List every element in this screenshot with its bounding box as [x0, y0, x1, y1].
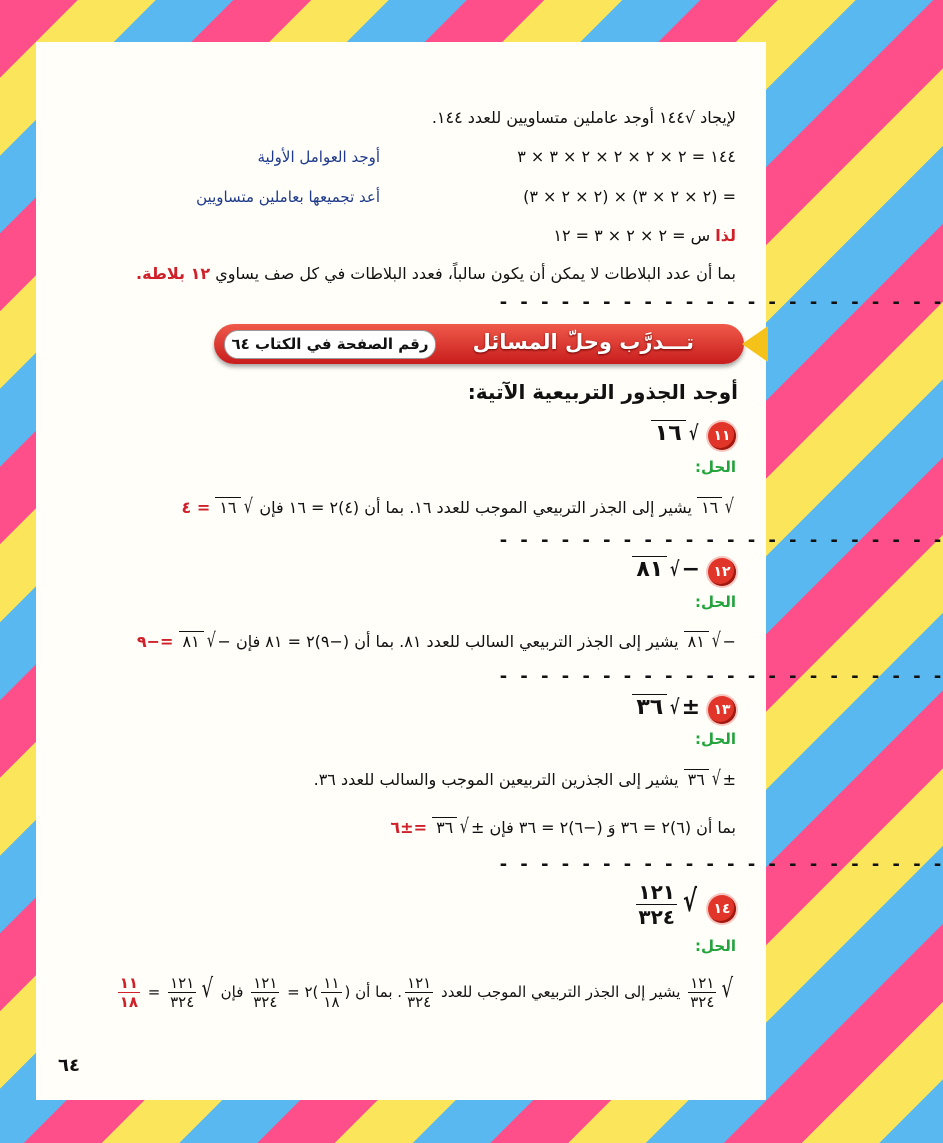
page-number: ٦٤ [58, 1055, 80, 1076]
problem-13-answer: =±٦ [390, 818, 427, 837]
radical-icon: √ [670, 557, 680, 581]
note-regroup: أعد تجميعها بعاملين متساويين [196, 188, 380, 206]
problem-14-badge: ١٤ [708, 895, 736, 923]
problem-12-solution [137, 628, 736, 652]
banner-title: تـــدرَّب وحلّ المسائل [472, 330, 694, 354]
problem-13-explanation-2: بما أن (٦)٢ = ٣٦ وَ (−٦)٢ = ٣٦ فإن [489, 818, 736, 837]
p14-frac2-den: ٣٢٤ [407, 993, 432, 1011]
problem-12-expression [632, 556, 700, 582]
problem-14-answer-den: ١٨ [119, 993, 139, 1011]
problem-13-sol-sign: ± [722, 770, 736, 789]
final-answer: ١٢ بلاطة. [136, 264, 211, 283]
separator-2: - - - - - - - - - - - - - - - - - - - - - - [498, 530, 943, 551]
p14-frac4-num: ١٢١ [253, 974, 278, 992]
problem-12-answer: =−٩ [136, 632, 174, 651]
book-page-reference: رقم الصفحة في الكتاب ٦٤ [224, 330, 436, 359]
problem-13-sol-radicand: ٣٦ [684, 769, 709, 789]
page [36, 42, 943, 1100]
problem-11-badge: ١١ [708, 422, 736, 450]
separator-4: - - - - - - - - - - - - - - - - - - - - - - [498, 854, 943, 875]
intro-equation-grouping: = (٢ × ٢ × ٣) × (٢ × ٢ × ٣) [523, 187, 736, 206]
p14-frac-den: ٣٢٤ [690, 993, 715, 1011]
problem-13-sign: ± [681, 695, 700, 720]
problem-11-answer: = ٤ [181, 498, 211, 517]
problem-13-solution-label: الحل: [695, 730, 736, 748]
problem-13-res-sign: ± [471, 818, 485, 837]
problem-12-result-radicand: ٨١ [179, 631, 204, 651]
problem-11-sol-radicand: ١٦ [697, 497, 722, 517]
problem-13-result-radicand: ٣٦ [432, 817, 457, 837]
problem-14-denominator: ٣٢٤ [638, 905, 675, 929]
problem-11-solution-label: الحل: [695, 458, 736, 476]
problem-11-expression [651, 420, 700, 446]
p14-frac4-den: ٣٢٤ [253, 993, 278, 1011]
problem-12-radicand: ٨١ [632, 556, 667, 582]
therefore-label: لذا [715, 226, 736, 245]
problem-12-sign: − [681, 557, 700, 582]
problem-14-expression [633, 880, 700, 929]
radical-icon: √ [711, 628, 721, 652]
p14-frac3-den: ١٨ [323, 993, 340, 1011]
problem-12-badge: ١٢ [708, 558, 736, 586]
problem-12-sol-sign: − [722, 632, 736, 651]
separator-3: - - - - - - - - - - - - - - - - - - - - - - [498, 666, 943, 687]
intro-equation-factors: ١٤٤ = ٢ × ٢ × ٢ × ٢ × ٣ × ٣ [517, 147, 736, 166]
problem-13-badge: ١٣ [708, 696, 736, 724]
banner-arrow-icon [742, 326, 768, 362]
problem-14-answer-num: ١١ [119, 974, 139, 992]
problem-14-explanation-c: فإن [220, 983, 244, 1001]
radical-icon: √ [201, 974, 214, 1004]
problem-14-explanation: يشير إلى الجذر التربيعي الموجب للعدد [441, 983, 681, 1001]
radical-icon: √ [682, 883, 697, 919]
problem-13-radicand: ٣٦ [632, 694, 667, 720]
problem-14-solution-label: الحل: [695, 937, 736, 955]
problem-12-explanation: يشير إلى الجذر التربيعي السالب للعدد ٨١. بما أن (−٩)٢ = ٨١ فإن [235, 632, 679, 651]
practice-banner [214, 324, 744, 364]
problem-13-solution-1 [314, 766, 736, 790]
final-statement-text: بما أن عدد البلاطات لا يمكن أن يكون سالباً، فعدد البلاطات في كل صف يساوي [215, 264, 736, 283]
problem-12-solution-label: الحل: [695, 593, 736, 611]
p14-frac5-den: ٣٢٤ [170, 993, 195, 1011]
problem-13-expression [632, 694, 700, 720]
note-prime-factors: أوجد العوامل الأولية [257, 148, 380, 166]
section-heading: أوجد الجذور التربيعية الآتية: [467, 380, 738, 404]
intro-conclusion [553, 226, 736, 245]
p14-frac2-num: ١٢١ [407, 974, 432, 992]
radical-icon: √ [721, 974, 734, 1004]
radical-icon: √ [670, 695, 680, 719]
problem-14-numerator: ١٢١ [638, 880, 675, 904]
problem-12-res-sign: − [217, 632, 231, 651]
conclusion-equation: س = ٢ × ٢ × ٣ = ١٢ [553, 226, 711, 245]
problem-11-radicand: ١٦ [651, 420, 686, 446]
radical-icon: √ [725, 494, 735, 518]
radical-icon: √ [460, 814, 470, 838]
problem-11-solution [181, 494, 736, 518]
problem-11-result-radicand: ١٦ [215, 497, 240, 517]
problem-13-solution-2 [390, 814, 736, 838]
problem-12-sol-radicand: ٨١ [684, 631, 709, 651]
radical-icon: √ [206, 628, 216, 652]
p14-frac-num: ١٢١ [690, 974, 715, 992]
problem-14-explanation-b: . بما أن [355, 983, 403, 1001]
p14-frac3-num: ١١ [323, 974, 340, 992]
intro-line-1: لإيجاد √١٤٤ أوجد عاملين متساويين للعدد ١٤٤. [431, 108, 736, 127]
p14-frac5-num: ١٢١ [170, 974, 195, 992]
problem-11-explanation: يشير إلى الجذر التربيعي الموجب للعدد ١٦. بما أن (٤)٢ = ١٦ فإن [259, 498, 692, 517]
problem-13-explanation: يشير إلى الجذرين التربيعين الموجب والسالب للعدد ٣٦. [313, 770, 679, 789]
problem-14-solution: √ $\frac{١٢١}{٣٢٤}$ يشير إلى الجذر التربيعي الموجب للعدد $\frac{١٢١}{٣٢٤}$ . بما أن ( $\frac{١١}{١٨}$ )٢ = $\frac{١٢١}{٣٢٤}$ فإن √ $\frac{١٢١}{٣٢٤}$ = $\frac{١١}{١٨}$ [119, 974, 734, 1011]
radical-icon: √ [688, 421, 698, 445]
intro-final-statement [136, 264, 736, 283]
radical-icon: √ [243, 494, 253, 518]
radical-icon: √ [711, 766, 721, 790]
separator-1: - - - - - - - - - - - - - - - - - - - - - - [498, 292, 943, 313]
